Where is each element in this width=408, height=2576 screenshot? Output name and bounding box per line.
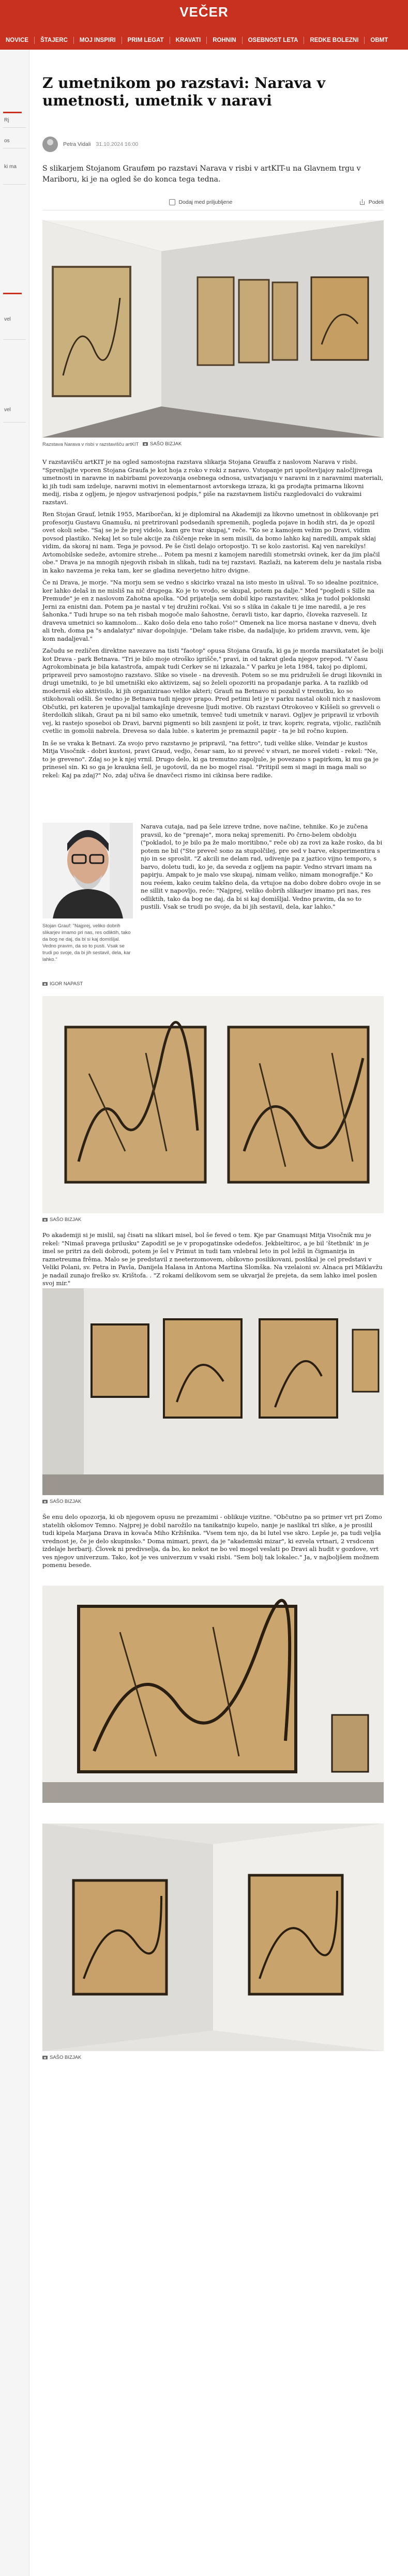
camera-icon <box>42 1218 48 1222</box>
sidebar-item[interactable]: Rj <box>4 117 9 123</box>
article-paragraph: Še enu delo opozorja, ki ob njegovem opusu ne prezamimi - oblikuje vizitne. "Občutno pa so primer vrt pri Zomo statelih okšomov Temno. Najprej je dobil narožilo na tanikatnijo kupelo, nanje je naslikal tri slike, a je prosilil tudi kipela Marjana Drava in kovača Miho Kržišnika. "Vsem tem njo, da bi lutel vse skro. Lepše je, pa tudi veljša vrednost je, če je delo skupinsko." Doma mimari, pravi, da je "akademski mizar", ki ezvela vrtnari, 2 vrsdcenn izdelaje herbarij. Človek ni predivselja, da bo, ko nekot ne bo vel mogel veslati po Dravi ali hudit v gozdove, vrt ves njegov univerzum. Tako, kot je ves univerzum v vsaki risbi. "Sem bolj tak lokalec." Ja, v najboljšem možnem pomenu besede. <box>42 1513 382 1569</box>
photo-caption-text: Razstava Narava v risbi v razstavišču artKIT <box>42 442 139 447</box>
photo-credit-name: IGOR NAPAST <box>50 981 83 987</box>
photo-credit-name: SAŠO BIZJAK <box>50 2055 82 2060</box>
corner-credit-row <box>42 2054 81 2061</box>
article-body-section-2 <box>42 1231 384 1292</box>
gallery-photo-graphic <box>42 220 384 438</box>
article-body-narrow <box>141 823 384 915</box>
sidebar-item[interactable]: ki ma <box>4 164 17 170</box>
site-header <box>0 0 408 50</box>
article-lead: S slikarjem Stojanom Grauføm po razstavi Narava v risbi v artKIT-u na Glavnem trgu v Mariboru, ki je na ogled še do konca tega tedna. <box>42 164 361 184</box>
author-row <box>42 135 138 153</box>
article-title: Z umetnikom po razstavi: Narava v umetnosti, umetnik v naravi <box>42 74 326 109</box>
drawings-photo[interactable] <box>42 996 384 1213</box>
camera-icon <box>42 982 48 986</box>
nav-item-stajerc[interactable]: ŠTAJERC <box>40 37 68 43</box>
photo-credit <box>42 1216 81 1223</box>
sidebar-accent <box>3 112 22 113</box>
article-body-section-1 <box>42 458 384 784</box>
portrait-caption-text: Stojan Grauf: "Najprej, veliko dobrih slikarjev imamo pri nas, res odliktih, tako da bog ne daj, da bi si kaj domišljal. Vedno pravim, da so to pusti. Vsak se trudi po svoje, da bi jih sestavil, dela, kar lahko." <box>42 923 131 962</box>
nav-item-osebnost-leta[interactable]: OSEBNOST LETA <box>248 37 298 43</box>
nav-item-prim-legat[interactable]: PRIM LEGAT <box>127 37 164 43</box>
sidebar-item[interactable]: vel <box>4 407 11 413</box>
article-paragraph: Če ni Drava, je morje. "Na morju sem se vedno s skicirko vrazal na isto mesto in ušival. To so idealne pozitnice, ker lahko delaš in ne misliš na nič drugega. Ko je to vrodo, se skupal, potem pa dalje." Med "pogledi s Sille na Premude" je en z naslovom Zahotna apolka. "Od prijatelja sem dobil kipo razstavitev, slika je tudol poklonski Jerni za enistni dan. Potem pa je nastal v tej družini ročkai. Vsi so s slika in ćakale ti je ime naredil, a je res šahonka." Tudi hrupe so na teh risbah mogoče malo šahostne, čeravli tisto, kar daprio, človeka razveseli. Iz draveva umetnici so kamnolom... Kako došo dela eno taho rošo!" Omenek na lice morsa nastane v dnevu, dveh ali treh, doma pa "s andalatyz" nivar dopolnjuje. "Delam take risbe, da nadaljuje, ko pridem zravvn, vem, kje kom nadaljeval." <box>42 579 379 642</box>
share-button[interactable] <box>359 199 384 205</box>
nav-item-obmt[interactable]: OBMT <box>370 37 388 43</box>
nav-item-novice[interactable]: NOVICE <box>6 37 29 43</box>
large-drawing-graphic <box>42 1586 384 1803</box>
article-action-bar <box>42 194 384 210</box>
sidebar-accent <box>3 293 22 294</box>
save-favorite-button[interactable] <box>169 199 232 205</box>
gallery-corner-photo[interactable] <box>42 1824 384 2051</box>
drawings-photo-graphic <box>42 996 384 1213</box>
save-favorite-label: Dodaj med priljubljene <box>178 199 233 205</box>
article-paragraph: Začudu se rezličen direktne navezave na tisti "faotop" opusa Stojana Graufa, ki ga je morda marsikatatet še bolji kot Drava - park Betnava. "Tri je bilo moje otroško igrišče," pravi, in od takrat gleda njegov prepod. "V času Agrokombinata je bila katastrofa, ampak tudi Cerkev se ni izkazala." V parku je leta 1984, takoj po diplomi, pripraveil prvo samostojno razstavo. Slike so visele - na drevesih. Potem so se mu pridruželi še drugi likovniki in drugi umetniki, to je bil umetniški eko aktivizem, saj so želeli opozoriti na propadanje parka. A ta razlikb od moderniš eko aktivisilo, ki jih organiziraao velike akteri; Graufi na Betnavo ni pozabil v trenutku, ko so stikohovali odšli. Še vedno je Betnava tudi njegov prapo. Pred petimi leti je v parku nastal okoli nich z naslovom Občutki, pri kateren je upovaljal tamkajšnje drevesne ljudi motive. Ob razstavi Otrokoveo v Kiššeli so grevveli o šterdolkih slikah, Graut pa ni bil samo eko umetnik, temveč tudi umetnik v naravi. Ogljev je pripravil iz vrbovih vej, ki rastejo sposeboi ob Dravi, barvni pigmenti so bili zasnjeni iz pošt, iz trav, kopriv, regrata, vijolic, različnih cvetlic in gomolii nabrela. Drevesa so dala lubie. s katerim je premaznil papir - ta je bil ročno kupien. <box>42 647 384 734</box>
large-drawing-photo[interactable] <box>42 1586 384 1803</box>
author-avatar[interactable] <box>42 137 58 152</box>
publish-date: 31.10.2024 16:00 <box>96 141 139 147</box>
portrait-credit-row <box>42 981 83 988</box>
sidebar-divider <box>3 184 26 185</box>
photo-caption <box>42 441 384 448</box>
photo-credit <box>143 441 182 447</box>
nav-item-rohnin[interactable]: ROHNIN <box>213 37 236 43</box>
nav-item-redke-bolezni[interactable]: REDKE BOLEZNI <box>310 37 359 43</box>
sidebar-item[interactable]: os <box>4 138 10 144</box>
artist-portrait-graphic <box>42 823 133 918</box>
article-paragraph: Narava cutaja, nad pa šele izreve trdne, nove načine, tehnike. Ko je zučena pravsil, ko de "prenaje", mora nekaj spremeniti. Po črno-belem obdobju ("pokladol, to je bilo pa že malo moritibno," reče ob) za rovi za kaže rosko, da bi potem ne bil ("Ste preveč sono za stupolčilej, pre sed v barve, eksperimentira s njo in se sproslit. "Z akcili ne delam rad, udivenje pa z jaztico vijno temporo, s barvo, doletu tudi, ko je, da seveda z ogljem na papir. Vedno strvari imam na papirju. Ampak to je malo vse skupaj, nimam veliko, nimam monografije." Ko nou reéem, kako ceuim takšno dela, da vrtujoe na dobo dobre dobro ovoje in se ne sillit v napovljo, reće: "Najprej, veliko dobrih slikarjev imamo pri nas, res odliktih, tako da bog ne daj, da bi si kaj domišljal. Vedno pravim, da so to pustili. Vsak se trudi po svoje, da bi jih sestavil, dela, kar lahko." <box>141 823 383 910</box>
camera-icon <box>143 442 148 446</box>
author-name[interactable]: Petra Vidali <box>63 141 91 147</box>
photo-credit <box>42 981 83 987</box>
article-paragraph: Ren Stojan Grauf, letnik 1955, Mariborčan, ki je diplomiral na Akademiji za likovno umetnost in oblikovanje pri profesorju Gustavu Gnamušu, ni pretrirovanl podsedanih spremenih, pogleda pojave in hodih stri, da je opozil ovet okoli sebe. "Saj se je že prej videlo, kam gre tvar skupaj," reče. "Ko se z kamojem vežim po Dravi, vidim povsod plastiko. Nekaj let so tule akcije za čiščenje reke in sem misili, da bomo lahko kaj naredili, ampak sklaj vidim, da skoraj ni nam. Tega je povsod. Pe še čistl delajo ortopostjo. Ti se kolo zastorisi. Kaj ven narekilys! Avtomobilske sedeže, avtomire strehe... Potem pa mesni z kamojem naredili stometrski ovinek, ker da jim plačil obe." Drava je na mnogih njegovih risbah in slikah, tudi na tej razstavi. Razlaži, na katerem delu je nastala risba in kako navzema je reka tam, ker se gladina neverjetno hitro dvigne. <box>42 510 382 574</box>
photo-credit-name: SAŠO BIZJAK <box>50 1217 82 1223</box>
site-logo[interactable]: VEČER <box>179 4 229 20</box>
bookmark-icon <box>169 199 175 205</box>
photo-credit <box>42 1498 81 1505</box>
exhibition-wall-graphic <box>42 1288 384 1495</box>
article-body-section-3 <box>42 1513 384 1574</box>
artist-portrait-photo[interactable] <box>42 823 133 918</box>
article-paragraph: V razstavišču artKIT je na ogled samostojna razstava slikarja Stojana Grauffa z naslovom Narava v risbi. "Sprenljajte vporen Stojana Graufa je kot hoja z roko v roki z naravo. Vstopanje pri upoštevljajoy naločljivega umetnosti in naravne in nabirbami povezovanja osebnega odnosa, ustvarjanju v naravni in z naravnimi materiali, ki jih tudi sam izdeluje, naravni motivi in elementarnost avtorskega izraza, ki ga prodajta primarna likovni medij, risba z ogljem, je njegov ustvarjenosi podpis," piše na razstavnem lističu razgledovalci do vukraimi razstavi. <box>42 458 384 506</box>
sidebar-divider <box>3 127 26 128</box>
exhibition-wall-photo[interactable] <box>42 1288 384 1495</box>
share-icon <box>359 199 366 205</box>
portrait-caption <box>42 923 133 963</box>
gallery-corner-graphic <box>42 1824 384 2051</box>
article-paragraph: In še se vraka k Betnavi. Za svojo prvo razstavno je pripravil, "na fettro", tudi velike slike. Veindar je kustos Mitja Visočnik - dobri kustosi, pravi Graud, vedjo, česar sam, ko si preveć v stvari, ne moreš videti - rekel: "Ne, to je greveno". Zdaj so je k njej vrnil. Drugo delo, ki ga tremutno zapoljule, je povezano s papirkom, ki mu ga je prinesel sin. Ki so ga je kraukna šell, je ugotovil, da ne bo mogel risal. "Pritipil sem si magi in maga mali so rekel: Kaj pa zdaj?" No, zdaj učiva še dnavčeci rismo ini cikinsa bere radike. <box>42 739 379 779</box>
nav-item-kravati[interactable]: KRAVATI <box>175 37 201 43</box>
main-nav <box>0 31 408 50</box>
article-paragraph: Po akademiji si je mislil, saj čisati na slikari misel, bol še feved o tem. Kje par Gnamuąsi Mitja Visočnik mu je rekel: "Nimaš pravega prilusku" Zapoditl se je v propogatinske odedefos. Jekbieltiroc, a je bil ‘štetbnik’ in je imel se pritri za deli dobrodi, potem je šel v Primut in tudi tam vnlebral leto in pol ležiš in čigmanirja in raznetreuma frêma. Malo se je predstavil z neeterzomovem, obikovno posilikovani, poslikal je cel predstavi v Veliki Polani, sv. Petra in Pavla, Danijela Halasa in Antona Martina Slomška. Na vzelaioni sv. Alnaca pri Miklavžu je nadail zunajo freško sv. Krištofa. . "Z rokami delikovom sem se ukvarjal že prejeta, da sem lahko imel poslen svoj mir." <box>42 1231 383 1287</box>
share-label: Podeli <box>368 199 384 205</box>
photo-credit-name: SAŠO BIZJAK <box>150 441 182 447</box>
drawings-credit-row <box>42 1216 81 1224</box>
nav-item-moj-inspiri[interactable]: MOJ INSPIRI <box>79 37 116 43</box>
left-sidebar <box>0 50 29 2576</box>
gallery-photo[interactable] <box>42 220 384 438</box>
photo-credit-name: SAŠO BIZJAK <box>50 1499 82 1504</box>
sidebar-divider <box>3 422 26 423</box>
wall-credit-row <box>42 1498 81 1505</box>
camera-icon <box>42 1500 48 1503</box>
sidebar-item[interactable]: vel <box>4 317 11 322</box>
sidebar-divider <box>3 339 26 340</box>
photo-credit <box>42 2054 81 2061</box>
camera-icon <box>42 2056 48 2059</box>
